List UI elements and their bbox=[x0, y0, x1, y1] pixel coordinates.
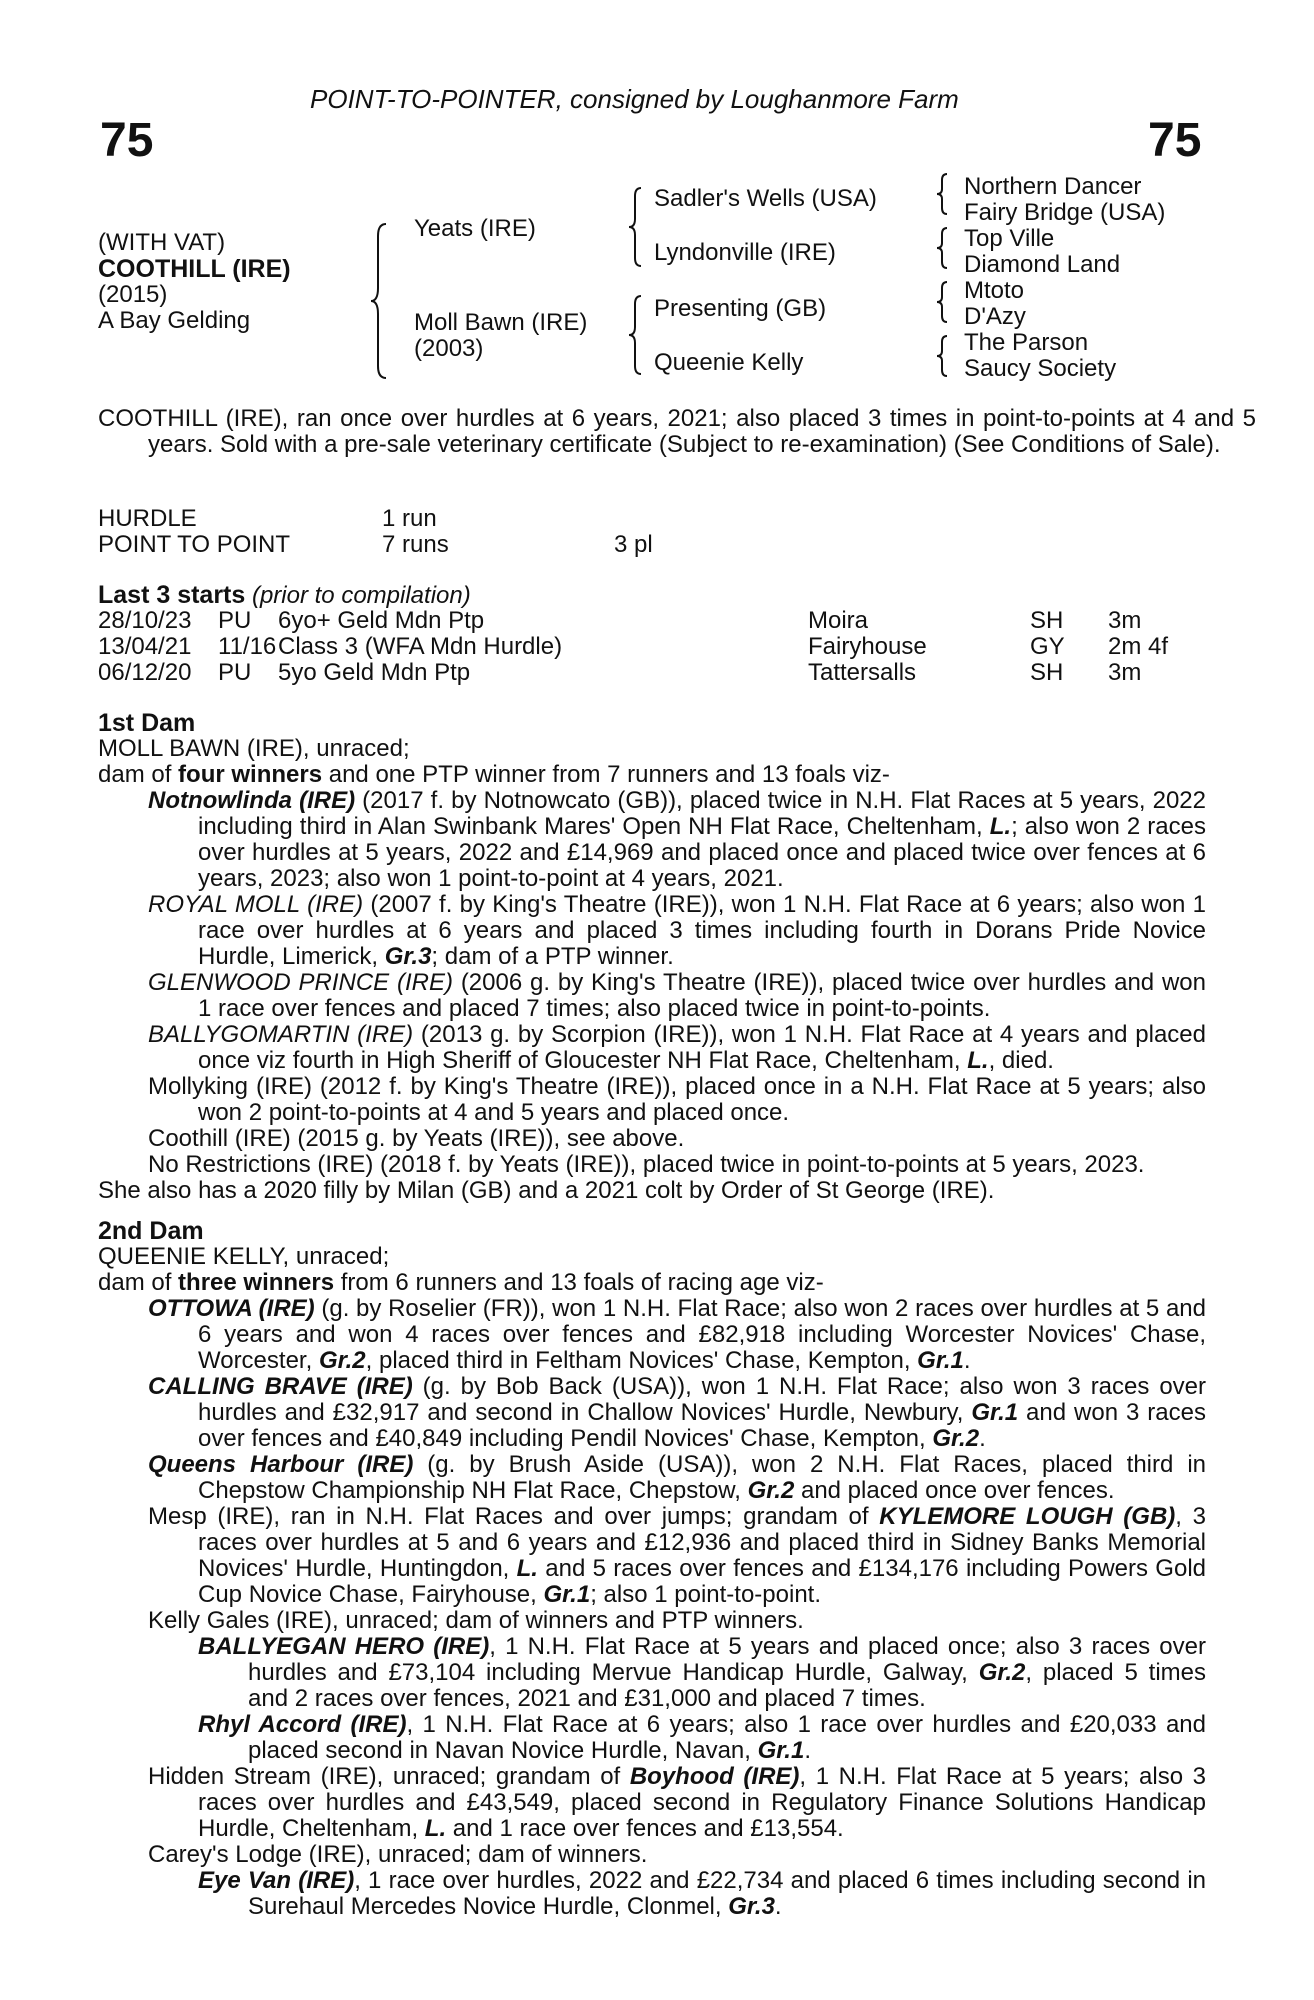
horse-description: A Bay Gelding bbox=[98, 307, 251, 334]
pedigree-g1: Northern Dancer bbox=[964, 173, 1142, 200]
lot-number-right: 75 bbox=[1148, 114, 1202, 167]
start-venue: Tattersalls bbox=[808, 659, 917, 686]
start-position: PU bbox=[218, 607, 252, 634]
text: , placed 5 times and 2 races over fences, 2021 and £31,000 and placed 7 times. bbox=[248, 1659, 1206, 1712]
progeny-name: Queens Harbour (IRE) bbox=[148, 1451, 414, 1478]
progeny-name: Boyhood (IRE) bbox=[629, 1763, 800, 1790]
pedigree-sire-sire: Sadler's Wells (USA) bbox=[654, 185, 877, 212]
pedigree-g7: The Parson bbox=[964, 329, 1089, 356]
text: . bbox=[963, 1347, 971, 1374]
pedigree-g5: Mtoto bbox=[964, 277, 1025, 304]
text: dam of bbox=[98, 761, 179, 788]
lot-number-left: 75 bbox=[100, 114, 154, 167]
grade: Gr.1 bbox=[971, 1399, 1019, 1426]
first-dam-section bbox=[98, 710, 1206, 1204]
text: . bbox=[979, 1425, 986, 1452]
text: dam of bbox=[98, 1269, 179, 1296]
winners-count: three winners bbox=[178, 1269, 335, 1296]
table-row bbox=[98, 608, 1168, 634]
text: (2017 f. by Notnowcato (GB)), placed twice in N.H. Flat Races at 5 years, 2022 including third in Alan Swinbank Mares' Open NH Flat Race, Cheltenham, bbox=[198, 787, 1206, 840]
start-position: 11/16 bbox=[218, 633, 277, 660]
grade: L. bbox=[516, 1555, 538, 1582]
table-row bbox=[98, 634, 1168, 660]
record-ptp-label: POINT TO POINT bbox=[98, 531, 291, 558]
progeny-name: BALLYEGAN HERO (IRE) bbox=[198, 1633, 490, 1660]
list-item: No Restrictions (IRE) (2018 f. by Yeats (IRE)), placed twice in point-to-points at 5 years, 2023. bbox=[148, 1151, 1145, 1178]
list-item bbox=[148, 970, 1206, 1022]
progeny-name: GLENWOOD PRINCE (IRE) bbox=[148, 969, 453, 996]
text: , 1 N.H. Flat Race at 5 years; also 3 races over hurdles and £43,549, placed second in Regulatory Finance Solutions Handicap Hurdle, Cheltenham, bbox=[198, 1763, 1207, 1842]
text: Mesp (IRE), ran in N.H. Flat Races and over jumps; grandam of bbox=[148, 1503, 880, 1530]
text: (2006 g. by King's Theatre (IRE)), placed twice over hurdles and won 1 race over fences and placed 7 times; also placed twice in point-to-points. bbox=[198, 969, 1207, 1022]
text: and won 3 races over fences and £40,849 including Pendil Novices' Chase, Kempton, bbox=[198, 1399, 1206, 1452]
text: ; dam of a PTP winner. bbox=[431, 943, 674, 970]
grade: Gr.1 bbox=[543, 1581, 591, 1608]
grade: Gr.1 bbox=[917, 1347, 964, 1374]
list-item bbox=[148, 1764, 1206, 1842]
horse-year: (2015) bbox=[98, 281, 168, 308]
list-item bbox=[198, 1712, 1206, 1764]
text: , 1 N.H. Flat Race at 5 years and placed once; also 3 races over hurdles and £73,104 including Mervue Handicap Hurdle, Galway, bbox=[248, 1633, 1206, 1686]
text: Hidden Stream (IRE), unraced; grandam of bbox=[148, 1763, 630, 1790]
text: and 1 race over fences and £13,554. bbox=[446, 1815, 844, 1842]
pedigree-dam-name: Moll Bawn (IRE) bbox=[414, 309, 588, 336]
winners-count: four winners bbox=[178, 761, 323, 788]
start-distance: 2m 4f bbox=[1108, 633, 1169, 660]
pedigree-g3: Top Ville bbox=[964, 225, 1055, 252]
text: , placed third in Feltham Novices' Chase, Kempton, bbox=[365, 1347, 918, 1374]
start-venue: Moira bbox=[808, 607, 869, 634]
progeny-name: ROYAL MOLL (IRE) bbox=[148, 891, 364, 918]
text: (2007 f. by King's Theatre (IRE)), won 1 N.H. Flat Race at 6 years; also won 1 race over hurdles at 6 years and placed 3 times including fourth in Dorans Pride Novice Hurdle, Limerick, bbox=[198, 891, 1207, 970]
record-hurdle-label: HURDLE bbox=[98, 505, 197, 532]
page-header-title: POINT-TO-POINTER, consigned by Loughanmore Farm bbox=[310, 84, 959, 114]
record-hurdle-runs: 1 run bbox=[382, 505, 437, 532]
start-date: 13/04/21 bbox=[98, 633, 192, 660]
grade: Gr.2 bbox=[932, 1425, 980, 1452]
start-venue: Fairyhouse bbox=[808, 633, 927, 660]
start-going: SH bbox=[1030, 607, 1064, 634]
second-dam-section bbox=[98, 1218, 1206, 1920]
table-row bbox=[98, 660, 1168, 686]
pedigree-dam-sire: Presenting (GB) bbox=[654, 295, 827, 322]
progeny-name: CALLING BRAVE (IRE) bbox=[148, 1373, 413, 1400]
grade: Gr.3 bbox=[384, 943, 432, 970]
pedigree-brace-g1 bbox=[934, 172, 950, 216]
list-item: Carey's Lodge (IRE), unraced; dam of winners. bbox=[148, 1841, 648, 1868]
text: (g. by Roselier (FR)), won 1 N.H. Flat Race; also won 2 races over hurdles at 5 and 6 years and won 4 races over fences and £82,918 including Worcester Novices' Chase, Worcester, bbox=[198, 1295, 1206, 1374]
text: and one PTP winner from 7 runners and 13 foals viz- bbox=[322, 761, 890, 788]
start-race: Class 3 (WFA Mdn Hurdle) bbox=[278, 633, 563, 660]
list-item: Coothill (IRE) (2015 g. by Yeats (IRE)), see above. bbox=[148, 1125, 685, 1152]
first-dam-progeny bbox=[98, 788, 1206, 1178]
text: . bbox=[804, 1737, 811, 1764]
second-dam-line1: QUEENIE KELLY, unraced; bbox=[98, 1243, 390, 1270]
text: , died. bbox=[988, 1047, 1054, 1074]
pedigree-dam bbox=[414, 310, 587, 362]
pedigree-brace-main bbox=[368, 222, 390, 380]
grade: L. bbox=[967, 1047, 989, 1074]
start-distance: 3m bbox=[1108, 659, 1142, 686]
pedigree-sire-dam: Lyndonville (IRE) bbox=[654, 239, 836, 266]
second-dam-line2 bbox=[98, 1270, 1206, 1296]
pedigree-sire: Yeats (IRE) bbox=[414, 215, 536, 242]
text: ; also won 2 races over hurdles at 5 years, 2022 and £14,969 and placed once and placed twice over fences at 6 years, 2023; also won 1 point-to-point at 4 years, 2021. bbox=[198, 813, 1206, 892]
pedigree-brace-g3 bbox=[934, 280, 950, 324]
pedigree-dam-year: (2003) bbox=[414, 335, 484, 362]
text: , 1 N.H. Flat Race at 6 years; also 1 race over hurdles and £20,033 and placed second in Navan Novice Hurdle, Navan, bbox=[248, 1711, 1207, 1764]
start-distance: 3m bbox=[1108, 607, 1142, 634]
text: from 6 runners and 13 foals of racing age viz- bbox=[334, 1269, 824, 1296]
list-item bbox=[148, 1452, 1206, 1504]
record-ptp-runs: 7 runs bbox=[382, 531, 449, 558]
grade: Gr.3 bbox=[728, 1893, 775, 1920]
text: (g. by Brush Aside (USA)), won 2 N.H. Flat Races, placed third in Chepstow Championship NH Flat Race, Chepstow, bbox=[198, 1451, 1206, 1504]
list-item bbox=[148, 1374, 1206, 1452]
second-dam-title: 2nd Dam bbox=[98, 1217, 204, 1245]
last-starts-note: (prior to compilation) bbox=[251, 582, 471, 609]
text: ; also 1 point-to-point. bbox=[590, 1581, 822, 1608]
first-dam-line1: MOLL BAWN (IRE), unraced; bbox=[98, 735, 410, 762]
progeny-name: Eye Van (IRE) bbox=[198, 1867, 355, 1894]
vat-label: (WITH VAT) bbox=[98, 229, 226, 256]
first-dam-footer: She also has a 2020 filly by Milan (GB) and a 2021 colt by Order of St George (IRE). bbox=[98, 1177, 995, 1204]
pedigree-g4: Diamond Land bbox=[964, 251, 1121, 278]
start-going: SH bbox=[1030, 659, 1064, 686]
list-item bbox=[198, 1634, 1206, 1712]
start-race: 6yo+ Geld Mdn Ptp bbox=[278, 607, 485, 634]
pedigree-dam-dam: Queenie Kelly bbox=[654, 349, 804, 376]
list-item: Kelly Gales (IRE), unraced; dam of winners and PTP winners. bbox=[148, 1607, 804, 1634]
pedigree-brace-dam bbox=[626, 294, 644, 376]
horse-name: COOTHILL (IRE) bbox=[98, 255, 291, 283]
pedigree-brace-sire bbox=[626, 186, 644, 268]
record-ptp-placed: 3 pl bbox=[614, 531, 653, 558]
list-item bbox=[148, 1296, 1206, 1374]
last-starts-heading bbox=[98, 582, 471, 609]
progeny-name: BALLYGOMARTIN (IRE) bbox=[148, 1021, 414, 1048]
list-item bbox=[148, 892, 1206, 970]
text: . bbox=[774, 1893, 782, 1920]
race-record bbox=[98, 506, 653, 558]
horse-summary: COOTHILL (IRE), ran once over hurdles at 6 years, 2021; also placed 3 times in point-to-points at 4 and 5 years. Sold with a pre-sale veterinary certificate (Subject to re-examination) (See Conditions of Sale). bbox=[98, 405, 1256, 458]
grade: Gr.1 bbox=[757, 1737, 805, 1764]
progeny-name: Rhyl Accord (IRE) bbox=[198, 1711, 407, 1738]
last-starts-title: Last 3 starts bbox=[98, 581, 246, 609]
second-dam-grandprogeny-a bbox=[148, 1634, 1206, 1764]
second-dam-progeny bbox=[98, 1296, 1206, 1920]
pedigree-third-generation bbox=[964, 174, 1165, 382]
first-dam-line2 bbox=[98, 762, 1206, 788]
pedigree-brace-g4 bbox=[934, 334, 950, 378]
text: , 3 races over hurdles at 5 and 6 years and £12,936 and placed third in Sidney Banks Memorial Novices' Hurdle, Huntingdon, bbox=[198, 1503, 1206, 1582]
text: (2013 g. by Scorpion (IRE)), won 1 N.H. Flat Race at 4 years and placed once viz fourth in High Sheriff of Gloucester NH Flat Race, Cheltenham, bbox=[198, 1021, 1206, 1074]
list-item: Mollyking (IRE) (2012 f. by King's Theatre (IRE)), placed once in a N.H. Flat Race at 5 years; also won 2 point-to-points at 4 and 5 years and placed once. bbox=[148, 1073, 1206, 1126]
grade: L. bbox=[424, 1815, 447, 1842]
grade: Gr.2 bbox=[978, 1659, 1026, 1686]
start-position: PU bbox=[218, 659, 252, 686]
grade: Gr.2 bbox=[747, 1477, 795, 1504]
list-item bbox=[148, 1022, 1206, 1074]
progeny-name: OTTOWA (IRE) bbox=[148, 1295, 315, 1322]
pedigree-brace-g2 bbox=[934, 226, 950, 270]
second-dam-grandprogeny-b bbox=[148, 1868, 1206, 1920]
grade: L. bbox=[989, 813, 1012, 840]
list-item bbox=[148, 788, 1206, 892]
pedigree-g2: Fairy Bridge (USA) bbox=[964, 199, 1166, 226]
list-item bbox=[198, 1868, 1206, 1920]
start-race: 5yo Geld Mdn Ptp bbox=[278, 659, 471, 686]
horse-identity bbox=[98, 230, 291, 334]
text: and 5 races over fences and £134,176 including Powers Gold Cup Novice Chase, Fairyhouse, bbox=[198, 1555, 1207, 1608]
pedigree-g6: D'Azy bbox=[964, 303, 1026, 330]
last-starts-table bbox=[98, 608, 1168, 686]
start-date: 28/10/23 bbox=[98, 607, 192, 634]
start-date: 06/12/20 bbox=[98, 659, 192, 686]
text: and placed once over fences. bbox=[794, 1477, 1115, 1504]
start-going: GY bbox=[1030, 633, 1065, 660]
progeny-name: KYLEMORE LOUGH (GB) bbox=[879, 1503, 1176, 1530]
progeny-name: Notnowlinda (IRE) bbox=[148, 787, 356, 814]
list-item bbox=[148, 1504, 1206, 1608]
text: (g. by Bob Back (USA)), won 1 N.H. Flat Race; also won 3 races over hurdles and £32,917 and second in Challow Novices' Hurdle, Newbury, bbox=[198, 1373, 1207, 1426]
grade: Gr.2 bbox=[318, 1347, 366, 1374]
pedigree-g8: Saucy Society bbox=[964, 355, 1117, 382]
text: , 1 race over hurdles, 2022 and £22,734 and placed 6 times including second in Surehaul Mercedes Novice Hurdle, Clonmel, bbox=[248, 1867, 1207, 1920]
first-dam-title: 1st Dam bbox=[98, 709, 196, 737]
